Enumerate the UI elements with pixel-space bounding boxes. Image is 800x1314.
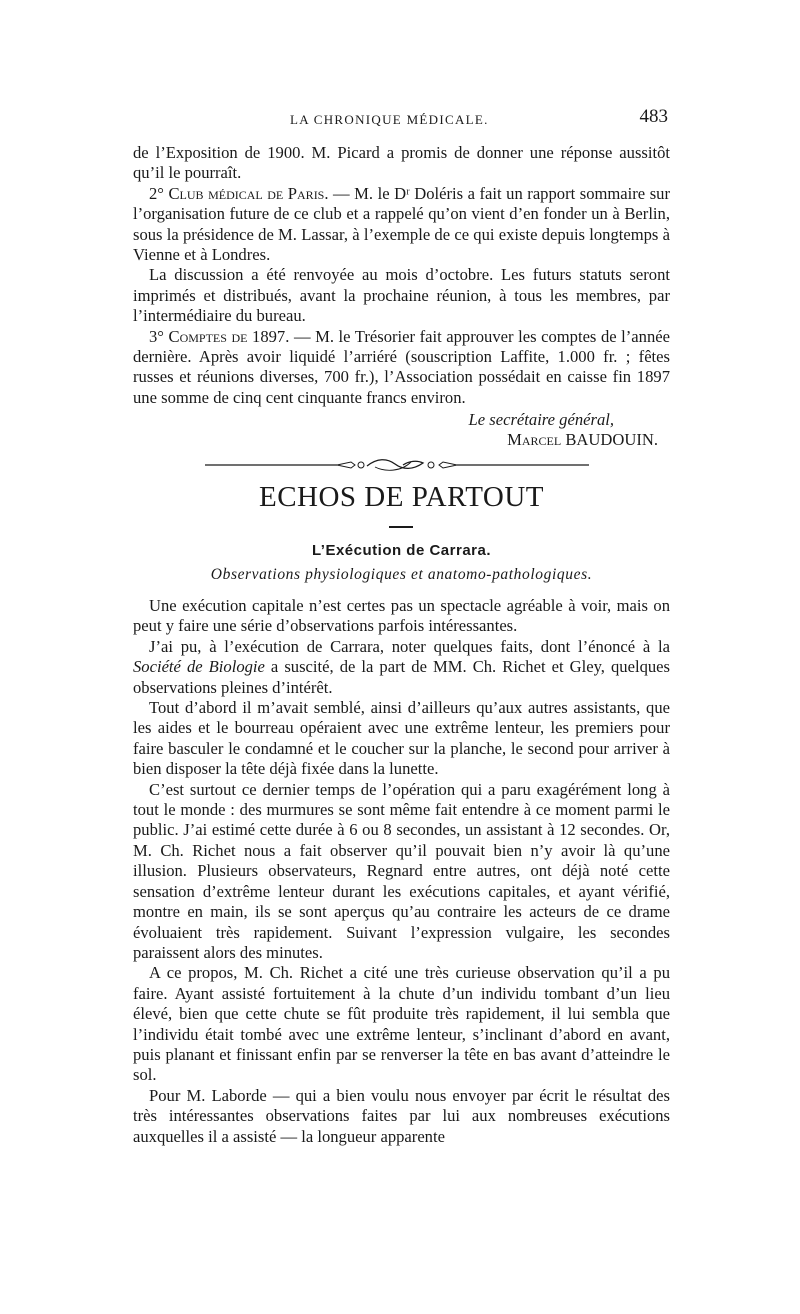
signatory-name — [469, 430, 670, 450]
paragraph — [133, 637, 670, 698]
italic-society-name: Société de Biologie — [133, 657, 265, 677]
paragraph: de l’Exposition de 1900. M. Picard a promis de donner une réponse aussitôt qu’il le pourraît. — [133, 143, 670, 183]
running-title: LA CHRONIQUE MÉDICALE. — [290, 112, 489, 127]
article-body — [133, 596, 670, 1147]
paragraph: C’est surtout ce dernier temps de l’opération qui a paru exagérément long à tout le monde : des murmures se sont même fait entendre à ce moment parmi le public. J’ai estimé cette durée à 6 ou 8 secondes, un assistant à 12 secondes. Or, M. Ch. Richet nous a fait observer qu’il pouvait bien n’y avoir là qu’une illusion. Plusieurs observateurs, Regnard entre autres, ont déjà noté cette sensation d’extrême lenteur durant les exécutions capitales, et ayant vérifié, montre en main, ils se sont aperçus qu’au contraire les acteurs de ce drame évoluaient très rapidement. Suivant l’expression vulgaire, les secondes paraissent alors des minutes. — [133, 779, 670, 962]
signature-block — [469, 410, 670, 451]
paragraph: A ce propos, M. Ch. Richet a cité une très curieuse observation qu’il a pu faire. Ayant assisté fortuitement à la chute d’un individu tombant d’un lieu élevé, bien que cette chute se fût produite très rapidement, il lui sembla que l’individu était tombé avec une extrême lenteur, s’inclinant d’abord en avant, puis planant et finissant enfin par se renverser la tête en bas avant d’atteindre le sol. — [133, 963, 670, 1085]
section-title: ECHOS DE PARTOUT — [258, 481, 545, 513]
title-rule — [389, 526, 413, 528]
running-head — [133, 106, 670, 130]
paragraph: Tout d’abord il m’avait semblé, ainsi d’ailleurs qu’aux autres assistants, que les aides et le bourreau opéraient avec une extrême lenteur, les premiers pour faire basculer le condamné et le coucher sur la planche, le second pour arriver à bien disposer la tête déjà fixée dans la lunette. — [133, 698, 670, 779]
article-subtitle: Observations physiologiques et anatomo-pathologiques. — [210, 566, 593, 583]
item-heading: 2° Club médical de Paris. — [149, 183, 329, 203]
text-run: J’ai pu, à l’exécution de Carrara, noter quelques faits, dont l’énoncé à la — [149, 636, 670, 656]
continued-report — [133, 143, 670, 408]
signatory-first-name: Marcel — [507, 430, 562, 450]
paragraph — [133, 184, 670, 266]
ornamental-divider — [205, 458, 589, 472]
item-text: — M. le Trésorier fait approuver les comptes de l’année dernière. Après avoir liquidé l’arriéré (souscription Laffite, 1.000 fr. ; fêtes russes et réunions diverses, 700 fr.), l’Association possédait en caisse fin 1897 une somme de cinq cent cinquante francs environ. — [133, 326, 671, 407]
item-heading: 3° Comptes de 1897. — [149, 326, 290, 346]
item-text: — M. le Dʳ Doléris a fait un rapport sommaire sur l’organisation future de ce club et a rappelé qu’on vient d’en fonder un à Berlin, sous la présidence de M. Lassar, à l’exemple de ce qui existe depuis longtemps à Vienne et à Londres. — [133, 183, 670, 265]
paragraph: La discussion a été renvoyée au mois d’octobre. Les futurs statuts seront imprimés et distribués, avant la prochaine réunion, à tous les membres, par l’intermédiaire du bureau. — [133, 265, 670, 326]
paragraph — [133, 327, 670, 409]
signatory-role: Le secrétaire général, — [468, 410, 614, 429]
paragraph: Pour M. Laborde — qui a bien voulu nous envoyer par écrit le résultat des très intéressantes observations faites par lui aux nombreuses exécutions auxquelles il a assisté — la longueur apparente — [133, 1085, 670, 1146]
page-number: 483 — [639, 106, 668, 127]
paragraph: Une exécution capitale n’est certes pas un spectacle agréable à voir, mais on peut y faire une série d’observations parfois intéressantes. — [133, 596, 670, 636]
article-title: L’Exécution de Carrara. — [311, 542, 492, 559]
text-run: a suscité, de la part de MM. Ch. Richet et Gley, quelques observations pleines d’intérêt. — [133, 657, 670, 697]
signatory-last-name: BAUDOUIN. — [565, 430, 658, 450]
